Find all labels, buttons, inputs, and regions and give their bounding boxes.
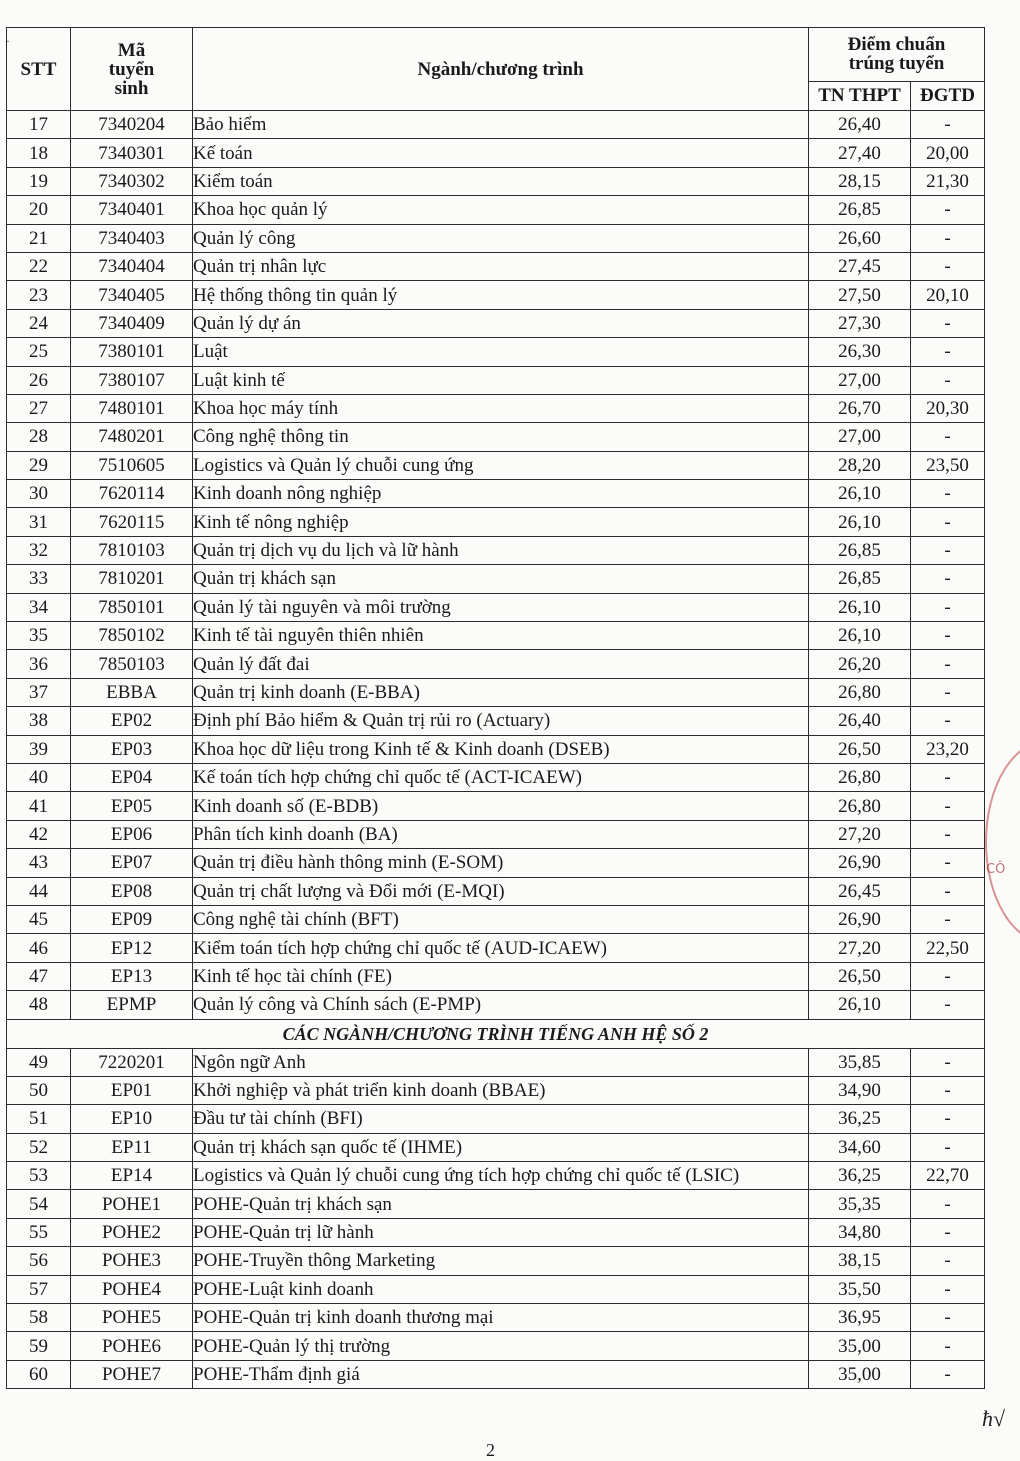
row-stt: 36 bbox=[7, 650, 71, 678]
table-row bbox=[7, 820, 985, 848]
row-code: 7850103 bbox=[71, 650, 193, 678]
row-code: 7850101 bbox=[71, 593, 193, 621]
row-code: EP13 bbox=[71, 962, 193, 990]
row-program-name: Quản lý công bbox=[193, 224, 809, 252]
row-dgtd-score: 23,50 bbox=[911, 451, 985, 479]
row-tn-thpt-score: 26,80 bbox=[809, 678, 911, 706]
row-code: 7810201 bbox=[71, 565, 193, 593]
row-dgtd-score: - bbox=[911, 536, 985, 564]
row-program-name: Hệ thống thông tin quản lý bbox=[193, 281, 809, 309]
row-dgtd-score: - bbox=[911, 1304, 985, 1332]
row-tn-thpt-score: 36,25 bbox=[809, 1162, 911, 1190]
row-dgtd-score: - bbox=[911, 338, 985, 366]
row-program-name: Logistics và Quản lý chuỗi cung ứng bbox=[193, 451, 809, 479]
row-tn-thpt-score: 26,10 bbox=[809, 480, 911, 508]
row-stt: 17 bbox=[7, 111, 71, 139]
row-tn-thpt-score: 34,90 bbox=[809, 1076, 911, 1104]
row-tn-thpt-score: 35,85 bbox=[809, 1048, 911, 1076]
red-seal-stamp bbox=[985, 740, 1020, 944]
table-row bbox=[7, 196, 985, 224]
table-row bbox=[7, 1218, 985, 1246]
table-row bbox=[7, 1304, 985, 1332]
row-dgtd-score: - bbox=[911, 905, 985, 933]
row-program-name: Kiểm toán bbox=[193, 167, 809, 195]
row-program-name: Quản lý đất đai bbox=[193, 650, 809, 678]
row-dgtd-score: - bbox=[911, 224, 985, 252]
row-program-name: Phân tích kinh doanh (BA) bbox=[193, 820, 809, 848]
table-row bbox=[7, 252, 985, 280]
header-score-line: trúng tuyển bbox=[848, 53, 945, 75]
page-number: 2 bbox=[486, 1440, 495, 1460]
table-row bbox=[7, 877, 985, 905]
row-tn-thpt-score: 27,00 bbox=[809, 366, 911, 394]
row-tn-thpt-score: 26,85 bbox=[809, 565, 911, 593]
table-body-main bbox=[7, 111, 985, 1020]
header-dgtd: ĐGTD bbox=[911, 81, 985, 110]
row-program-name: Kinh tế học tài chính (FE) bbox=[193, 962, 809, 990]
row-code: EP04 bbox=[71, 763, 193, 791]
row-tn-thpt-score: 26,70 bbox=[809, 394, 911, 422]
row-tn-thpt-score: 26,10 bbox=[809, 508, 911, 536]
row-stt: 25 bbox=[7, 338, 71, 366]
row-code: 7480101 bbox=[71, 394, 193, 422]
row-stt: 56 bbox=[7, 1247, 71, 1275]
row-program-name: Quản trị khách sạn bbox=[193, 565, 809, 593]
row-tn-thpt-score: 27,20 bbox=[809, 820, 911, 848]
row-dgtd-score: - bbox=[911, 1076, 985, 1104]
row-dgtd-score: - bbox=[911, 1105, 985, 1133]
row-code: EP07 bbox=[71, 849, 193, 877]
row-tn-thpt-score: 28,15 bbox=[809, 167, 911, 195]
row-tn-thpt-score: 27,45 bbox=[809, 252, 911, 280]
row-program-name: Quản trị kinh doanh (E-BBA) bbox=[193, 678, 809, 706]
row-code: EPMP bbox=[71, 991, 193, 1019]
row-tn-thpt-score: 26,90 bbox=[809, 905, 911, 933]
table-row bbox=[7, 1247, 985, 1275]
row-tn-thpt-score: 26,80 bbox=[809, 763, 911, 791]
table-row bbox=[7, 423, 985, 451]
row-stt: 22 bbox=[7, 252, 71, 280]
row-program-name: POHE-Quản lý thị trường bbox=[193, 1332, 809, 1360]
row-tn-thpt-score: 34,80 bbox=[809, 1218, 911, 1246]
header-code-line: Mã bbox=[117, 39, 146, 61]
row-program-name: Công nghệ tài chính (BFT) bbox=[193, 905, 809, 933]
table-row bbox=[7, 1105, 985, 1133]
row-code: 7510605 bbox=[71, 451, 193, 479]
row-program-name: Khoa học dữ liệu trong Kinh tế & Kinh doanh (DSEB) bbox=[193, 735, 809, 763]
row-tn-thpt-score: 27,00 bbox=[809, 423, 911, 451]
row-program-name: Định phí Bảo hiểm & Quản trị rủi ro (Actuary) bbox=[193, 707, 809, 735]
row-stt: 20 bbox=[7, 196, 71, 224]
row-program-name: POHE-Truyền thông Marketing bbox=[193, 1247, 809, 1275]
row-dgtd-score: - bbox=[911, 1247, 985, 1275]
section-title: CÁC NGÀNH/CHƯƠNG TRÌNH TIẾNG ANH HỆ SỐ 2 bbox=[7, 1019, 985, 1048]
row-code: EP10 bbox=[71, 1105, 193, 1133]
scan-mark: · bbox=[6, 34, 10, 48]
row-tn-thpt-score: 26,90 bbox=[809, 849, 911, 877]
row-program-name: Quản trị điều hành thông minh (E-SOM) bbox=[193, 849, 809, 877]
row-program-name: Quản lý dự án bbox=[193, 309, 809, 337]
row-stt: 24 bbox=[7, 309, 71, 337]
row-code: 7380101 bbox=[71, 338, 193, 366]
row-dgtd-score: - bbox=[911, 1275, 985, 1303]
table-row bbox=[7, 309, 985, 337]
row-program-name: Quản trị dịch vụ du lịch và lữ hành bbox=[193, 536, 809, 564]
row-program-name: Kế toán bbox=[193, 139, 809, 167]
row-stt: 34 bbox=[7, 593, 71, 621]
row-code: 7850102 bbox=[71, 622, 193, 650]
row-stt: 26 bbox=[7, 366, 71, 394]
row-program-name: Luật kinh tế bbox=[193, 366, 809, 394]
table-row bbox=[7, 1332, 985, 1360]
table-row bbox=[7, 593, 985, 621]
table-row bbox=[7, 735, 985, 763]
row-stt: 41 bbox=[7, 792, 71, 820]
row-tn-thpt-score: 26,80 bbox=[809, 792, 911, 820]
row-stt: 49 bbox=[7, 1048, 71, 1076]
stamp-text: CÔ bbox=[986, 862, 1006, 877]
row-code: 7480201 bbox=[71, 423, 193, 451]
table-row bbox=[7, 536, 985, 564]
row-code: 7810103 bbox=[71, 536, 193, 564]
row-code: POHE3 bbox=[71, 1247, 193, 1275]
row-stt: 53 bbox=[7, 1162, 71, 1190]
table-row bbox=[7, 650, 985, 678]
row-code: EP03 bbox=[71, 735, 193, 763]
table-row bbox=[7, 338, 985, 366]
table-row bbox=[7, 1360, 985, 1388]
row-program-name: Công nghệ thông tin bbox=[193, 423, 809, 451]
row-dgtd-score: 20,30 bbox=[911, 394, 985, 422]
row-code: POHE6 bbox=[71, 1332, 193, 1360]
table-row bbox=[7, 366, 985, 394]
row-dgtd-score: - bbox=[911, 593, 985, 621]
row-tn-thpt-score: 26,40 bbox=[809, 111, 911, 139]
table-row bbox=[7, 1048, 985, 1076]
row-tn-thpt-score: 26,50 bbox=[809, 962, 911, 990]
row-stt: 54 bbox=[7, 1190, 71, 1218]
row-code: EP14 bbox=[71, 1162, 193, 1190]
row-tn-thpt-score: 35,35 bbox=[809, 1190, 911, 1218]
table-row bbox=[7, 763, 985, 791]
row-stt: 38 bbox=[7, 707, 71, 735]
row-program-name: Luật bbox=[193, 338, 809, 366]
table-row bbox=[7, 394, 985, 422]
table-row bbox=[7, 1133, 985, 1161]
row-dgtd-score: - bbox=[911, 792, 985, 820]
row-tn-thpt-score: 28,20 bbox=[809, 451, 911, 479]
table-row bbox=[7, 707, 985, 735]
row-tn-thpt-score: 35,50 bbox=[809, 1275, 911, 1303]
table-row bbox=[7, 849, 985, 877]
row-stt: 27 bbox=[7, 394, 71, 422]
row-code: POHE1 bbox=[71, 1190, 193, 1218]
row-stt: 59 bbox=[7, 1332, 71, 1360]
row-stt: 48 bbox=[7, 991, 71, 1019]
row-code: EP12 bbox=[71, 934, 193, 962]
row-dgtd-score: 20,00 bbox=[911, 139, 985, 167]
row-tn-thpt-score: 26,30 bbox=[809, 338, 911, 366]
row-code: 7340409 bbox=[71, 309, 193, 337]
row-code: 7340204 bbox=[71, 111, 193, 139]
row-program-name: POHE-Luật kinh doanh bbox=[193, 1275, 809, 1303]
row-dgtd-score: 21,30 bbox=[911, 167, 985, 195]
row-stt: 40 bbox=[7, 763, 71, 791]
row-dgtd-score: - bbox=[911, 1133, 985, 1161]
header-code-line: sinh bbox=[114, 77, 149, 99]
row-tn-thpt-score: 27,30 bbox=[809, 309, 911, 337]
row-stt: 19 bbox=[7, 167, 71, 195]
row-program-name: Quản lý công và Chính sách (E-PMP) bbox=[193, 991, 809, 1019]
table-row bbox=[7, 1162, 985, 1190]
row-stt: 35 bbox=[7, 622, 71, 650]
row-stt: 37 bbox=[7, 678, 71, 706]
row-code: 7340401 bbox=[71, 196, 193, 224]
handwritten-initials: ħ√ bbox=[982, 1406, 1006, 1431]
row-tn-thpt-score: 26,10 bbox=[809, 593, 911, 621]
row-tn-thpt-score: 27,40 bbox=[809, 139, 911, 167]
row-code: 7340405 bbox=[71, 281, 193, 309]
table-row bbox=[7, 934, 985, 962]
row-dgtd-score: - bbox=[911, 1048, 985, 1076]
table-row bbox=[7, 1190, 985, 1218]
row-dgtd-score: - bbox=[911, 1332, 985, 1360]
row-dgtd-score: - bbox=[911, 849, 985, 877]
row-program-name: Kiểm toán tích hợp chứng chỉ quốc tế (AUD-ICAEW) bbox=[193, 934, 809, 962]
row-dgtd-score: - bbox=[911, 366, 985, 394]
table-row bbox=[7, 111, 985, 139]
row-program-name: Khoa học quản lý bbox=[193, 196, 809, 224]
row-program-name: Kinh tế tài nguyên thiên nhiên bbox=[193, 622, 809, 650]
row-program-name: Khởi nghiệp và phát triển kinh doanh (BBAE) bbox=[193, 1076, 809, 1104]
row-code: EP01 bbox=[71, 1076, 193, 1104]
row-stt: 45 bbox=[7, 905, 71, 933]
row-stt: 60 bbox=[7, 1360, 71, 1388]
row-tn-thpt-score: 35,00 bbox=[809, 1332, 911, 1360]
table-row bbox=[7, 905, 985, 933]
row-stt: 52 bbox=[7, 1133, 71, 1161]
table-row bbox=[7, 622, 985, 650]
row-code: POHE4 bbox=[71, 1275, 193, 1303]
table-row bbox=[7, 451, 985, 479]
row-code: EP05 bbox=[71, 792, 193, 820]
row-tn-thpt-score: 27,50 bbox=[809, 281, 911, 309]
row-dgtd-score: 22,70 bbox=[911, 1162, 985, 1190]
row-dgtd-score: - bbox=[911, 252, 985, 280]
row-dgtd-score: - bbox=[911, 622, 985, 650]
row-stt: 39 bbox=[7, 735, 71, 763]
row-code: 7620115 bbox=[71, 508, 193, 536]
row-stt: 55 bbox=[7, 1218, 71, 1246]
table-row bbox=[7, 962, 985, 990]
table-row bbox=[7, 1275, 985, 1303]
header-tn-thpt: TN THPT bbox=[809, 81, 911, 110]
row-tn-thpt-score: 26,85 bbox=[809, 536, 911, 564]
row-tn-thpt-score: 38,15 bbox=[809, 1247, 911, 1275]
row-program-name: Bảo hiểm bbox=[193, 111, 809, 139]
row-stt: 30 bbox=[7, 480, 71, 508]
table-header bbox=[7, 28, 985, 111]
row-dgtd-score: - bbox=[911, 1218, 985, 1246]
row-code: EP06 bbox=[71, 820, 193, 848]
row-dgtd-score: - bbox=[911, 877, 985, 905]
row-stt: 47 bbox=[7, 962, 71, 990]
row-program-name: Khoa học máy tính bbox=[193, 394, 809, 422]
row-code: 7340404 bbox=[71, 252, 193, 280]
row-dgtd-score: - bbox=[911, 508, 985, 536]
row-stt: 46 bbox=[7, 934, 71, 962]
row-code: 7340301 bbox=[71, 139, 193, 167]
row-code: POHE5 bbox=[71, 1304, 193, 1332]
row-dgtd-score: - bbox=[911, 196, 985, 224]
header-code bbox=[71, 28, 193, 111]
row-code: POHE7 bbox=[71, 1360, 193, 1388]
row-stt: 50 bbox=[7, 1076, 71, 1104]
row-dgtd-score: 22,50 bbox=[911, 934, 985, 962]
row-dgtd-score: - bbox=[911, 565, 985, 593]
row-code: 7340302 bbox=[71, 167, 193, 195]
header-code-line: tuyển bbox=[108, 58, 155, 80]
table-row bbox=[7, 139, 985, 167]
table-row bbox=[7, 508, 985, 536]
header-score-line: Điểm chuẩn bbox=[847, 34, 946, 56]
row-tn-thpt-score: 26,85 bbox=[809, 196, 911, 224]
row-stt: 21 bbox=[7, 224, 71, 252]
row-tn-thpt-score: 27,20 bbox=[809, 934, 911, 962]
row-tn-thpt-score: 26,50 bbox=[809, 735, 911, 763]
row-stt: 23 bbox=[7, 281, 71, 309]
row-program-name: Kinh doanh nông nghiệp bbox=[193, 480, 809, 508]
row-dgtd-score: - bbox=[911, 309, 985, 337]
row-stt: 57 bbox=[7, 1275, 71, 1303]
row-tn-thpt-score: 36,25 bbox=[809, 1105, 911, 1133]
header-program: Ngành/chương trình bbox=[193, 28, 809, 111]
row-tn-thpt-score: 34,60 bbox=[809, 1133, 911, 1161]
row-tn-thpt-score: 35,00 bbox=[809, 1360, 911, 1388]
row-tn-thpt-score: 26,20 bbox=[809, 650, 911, 678]
row-stt: 51 bbox=[7, 1105, 71, 1133]
header-score-group bbox=[809, 28, 985, 82]
row-code: EBBA bbox=[71, 678, 193, 706]
row-program-name: Ngôn ngữ Anh bbox=[193, 1048, 809, 1076]
row-stt: 29 bbox=[7, 451, 71, 479]
row-stt: 32 bbox=[7, 536, 71, 564]
row-dgtd-score: - bbox=[911, 991, 985, 1019]
row-code: 7220201 bbox=[71, 1048, 193, 1076]
row-tn-thpt-score: 26,10 bbox=[809, 991, 911, 1019]
row-code: 7340403 bbox=[71, 224, 193, 252]
row-program-name: Kinh tế nông nghiệp bbox=[193, 508, 809, 536]
table-body-english bbox=[7, 1048, 985, 1389]
row-dgtd-score: - bbox=[911, 480, 985, 508]
table-row bbox=[7, 1076, 985, 1104]
row-stt: 42 bbox=[7, 820, 71, 848]
row-stt: 33 bbox=[7, 565, 71, 593]
row-code: 7620114 bbox=[71, 480, 193, 508]
row-dgtd-score: - bbox=[911, 707, 985, 735]
header-stt: STT bbox=[7, 28, 71, 111]
row-stt: 58 bbox=[7, 1304, 71, 1332]
row-stt: 28 bbox=[7, 423, 71, 451]
row-tn-thpt-score: 26,45 bbox=[809, 877, 911, 905]
table-row bbox=[7, 792, 985, 820]
row-program-name: Quản trị chất lượng và Đổi mới (E-MQI) bbox=[193, 877, 809, 905]
row-stt: 43 bbox=[7, 849, 71, 877]
row-program-name: Đầu tư tài chính (BFI) bbox=[193, 1105, 809, 1133]
row-program-name: Kế toán tích hợp chứng chỉ quốc tế (ACT-ICAEW) bbox=[193, 763, 809, 791]
row-program-name: Quản lý tài nguyên và môi trường bbox=[193, 593, 809, 621]
section-header bbox=[7, 1019, 985, 1048]
row-program-name: Logistics và Quản lý chuỗi cung ứng tích hợp chứng chỉ quốc tế (LSIC) bbox=[193, 1162, 809, 1190]
table-row bbox=[7, 281, 985, 309]
row-code: 7380107 bbox=[71, 366, 193, 394]
row-tn-thpt-score: 26,60 bbox=[809, 224, 911, 252]
row-program-name: Kinh doanh số (E-BDB) bbox=[193, 792, 809, 820]
row-dgtd-score: - bbox=[911, 650, 985, 678]
row-program-name: POHE-Thẩm định giá bbox=[193, 1360, 809, 1388]
row-dgtd-score: 20,10 bbox=[911, 281, 985, 309]
row-dgtd-score: - bbox=[911, 820, 985, 848]
row-program-name: POHE-Quản trị khách sạn bbox=[193, 1190, 809, 1218]
row-dgtd-score: - bbox=[911, 423, 985, 451]
table-row bbox=[7, 480, 985, 508]
row-dgtd-score: - bbox=[911, 962, 985, 990]
row-dgtd-score: - bbox=[911, 1360, 985, 1388]
row-dgtd-score: - bbox=[911, 763, 985, 791]
row-program-name: Quản trị nhân lực bbox=[193, 252, 809, 280]
table-row bbox=[7, 565, 985, 593]
row-stt: 31 bbox=[7, 508, 71, 536]
row-program-name: POHE-Quản trị lữ hành bbox=[193, 1218, 809, 1246]
table-row bbox=[7, 224, 985, 252]
row-code: EP08 bbox=[71, 877, 193, 905]
row-tn-thpt-score: 26,40 bbox=[809, 707, 911, 735]
table-row bbox=[7, 678, 985, 706]
row-dgtd-score: - bbox=[911, 111, 985, 139]
admission-scores-table bbox=[6, 27, 985, 1389]
row-dgtd-score: - bbox=[911, 1190, 985, 1218]
row-stt: 18 bbox=[7, 139, 71, 167]
row-code: EP02 bbox=[71, 707, 193, 735]
row-code: EP11 bbox=[71, 1133, 193, 1161]
row-program-name: POHE-Quản trị kinh doanh thương mại bbox=[193, 1304, 809, 1332]
row-stt: 44 bbox=[7, 877, 71, 905]
row-dgtd-score: - bbox=[911, 678, 985, 706]
table-row bbox=[7, 167, 985, 195]
row-tn-thpt-score: 36,95 bbox=[809, 1304, 911, 1332]
row-dgtd-score: 23,20 bbox=[911, 735, 985, 763]
table-row bbox=[7, 991, 985, 1019]
row-program-name: Quản trị khách sạn quốc tế (IHME) bbox=[193, 1133, 809, 1161]
row-tn-thpt-score: 26,10 bbox=[809, 622, 911, 650]
row-code: POHE2 bbox=[71, 1218, 193, 1246]
row-code: EP09 bbox=[71, 905, 193, 933]
